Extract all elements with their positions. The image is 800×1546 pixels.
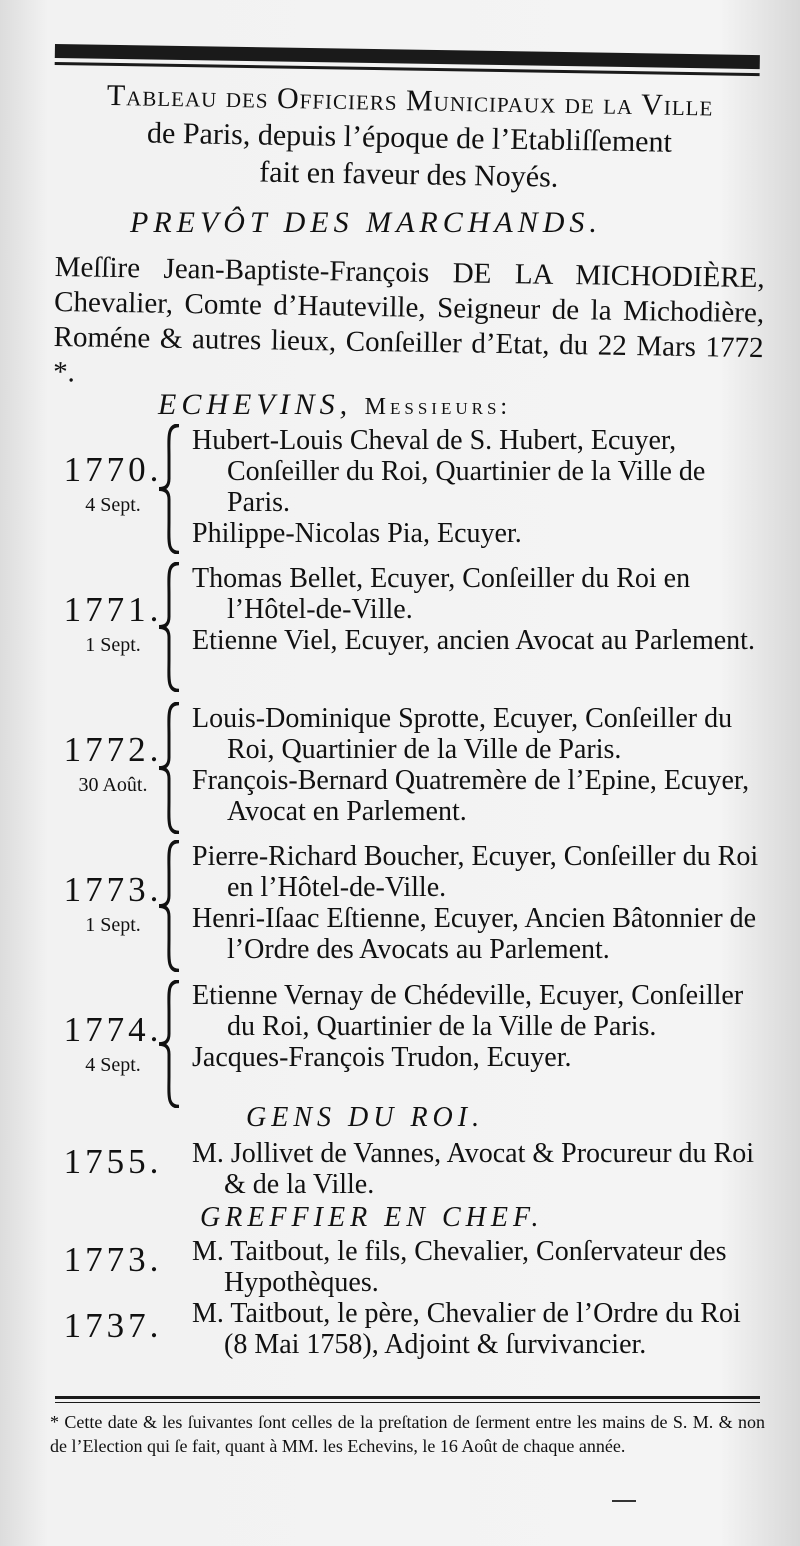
entry-text: Thomas Bellet, Ecuyer, Conſeiller du Roi en l’Hôtel-de-Ville. xyxy=(192,563,691,625)
brace-icon xyxy=(155,562,185,692)
gens-du-roi-entry xyxy=(192,1138,767,1200)
echevins-entries-1771 xyxy=(192,563,767,656)
greffier-heading: GREFFIER EN CHEF. xyxy=(200,1202,544,1233)
entry-text: Philippe-Nicolas Pia, Ecuyer. xyxy=(192,518,522,549)
greffier-year-1737 xyxy=(48,1306,178,1346)
page-title xyxy=(56,76,763,199)
greffier-year-1773 xyxy=(48,1240,178,1280)
year-label: 1773. xyxy=(63,1240,163,1279)
entry-text: M. Taitbout, le fils, Chevalier, Conſervateur des Hypothèques. xyxy=(192,1236,727,1298)
echevins-entries-1770 xyxy=(192,425,767,549)
echevins-heading-messieurs: Messieurs: xyxy=(364,394,512,420)
date-label: 1 Sept. xyxy=(85,634,141,656)
entry-text: Hubert-Louis Cheval de S. Hubert, Ecuyer, Conſeiller du Roi, Quartinier de la Ville de Paris. xyxy=(192,425,706,518)
entry-text: M. Jollivet de Vannes, Avocat & Procureur du Roi & de la Ville. xyxy=(192,1138,754,1200)
year-label: 1771. xyxy=(63,590,163,629)
date-label: 1 Sept. xyxy=(85,914,141,936)
entry-text: Henri-Iſaac Eſtienne, Ecuyer, Ancien Bâtonnier de l’Ordre des Avocats au Parlement. xyxy=(192,903,757,965)
year-label: 1737. xyxy=(63,1306,163,1345)
entry-text: M. Taitbout, le père, Chevalier de l’Ordre du Roi (8 Mai 1758), Adjoint & ſurvivancier. xyxy=(192,1298,741,1360)
entry-text: Jacques-François Trudon, Ecuyer. xyxy=(192,1042,572,1073)
entry-text: Louis-Dominique Sprotte, Ecuyer, Conſeiller du Roi, Quartinier de la Ville de Paris. xyxy=(192,703,733,765)
bottom-rule xyxy=(55,1396,760,1403)
echevins-entries-1772 xyxy=(192,703,767,827)
brace-icon xyxy=(155,702,185,834)
entry-text: François-Bernard Quatremère de l’Epine, Ecuyer, Avocat en Parlement. xyxy=(192,765,750,827)
brace-icon xyxy=(155,840,185,972)
brace-icon xyxy=(155,980,185,1108)
gens-du-roi-year xyxy=(48,1142,178,1182)
year-label: 1773. xyxy=(63,870,163,909)
year-label: 1755. xyxy=(63,1142,163,1181)
greffier-entry-1737 xyxy=(192,1298,767,1360)
prevot-text: Meſſire Jean-Baptiste-François DE LA MICHODIÈRE, Chevalier, Comte d’Hauteville, Seigneur de la Michodière, Roméne & autres lieux, Conſeiller d’Etat, du 22 Mars 1772 *. xyxy=(52,250,765,389)
greffier-entry-1773 xyxy=(192,1236,767,1298)
year-label: 1770. xyxy=(63,450,163,489)
year-label: 1772. xyxy=(63,730,163,769)
echevins-heading-title: ECHEVINS, xyxy=(158,388,353,421)
prevot-heading: PREVÔT DES MARCHANDS. xyxy=(130,206,602,239)
entry-text: Etienne Vernay de Chédeville, Ecuyer, Conſeiller du Roi, Quartinier de la Ville de Paris. xyxy=(192,980,744,1042)
date-label: 4 Sept. xyxy=(85,1054,141,1076)
brace-icon xyxy=(155,424,185,554)
entry-text: Pierre-Richard Boucher, Ecuyer, Conſeiller du Roi en l’Hôtel-de-Ville. xyxy=(192,841,759,903)
date-label: 30 Août. xyxy=(78,774,148,796)
title-line-1: Tableau des Officiers Municipaux de la Ville xyxy=(106,78,714,123)
year-label: 1774. xyxy=(63,1010,163,1049)
entry-text: Etienne Viel, Ecuyer, ancien Avocat au Parlement. xyxy=(192,625,755,656)
footnote: * Cette date & les ſuivantes ſont celles de la preſtation de ſerment entre les mains de S. M. & non de l’Election qui ſe fait, quant à MM. les Echevins, le 16 Août de chaque année. xyxy=(50,1412,765,1456)
gens-du-roi-heading: GENS DU ROI. xyxy=(246,1102,485,1133)
echevins-entries-1773 xyxy=(192,841,767,965)
date-label: 4 Sept. xyxy=(85,494,141,516)
title-line-2: de Paris, depuis l’époque de l’Etabliſſement xyxy=(146,116,673,159)
echevins-heading xyxy=(158,388,511,422)
title-line-3: fait en faveur des Noyés. xyxy=(259,155,559,194)
echevins-entries-1774 xyxy=(192,980,767,1073)
ink-mark xyxy=(612,1500,636,1502)
